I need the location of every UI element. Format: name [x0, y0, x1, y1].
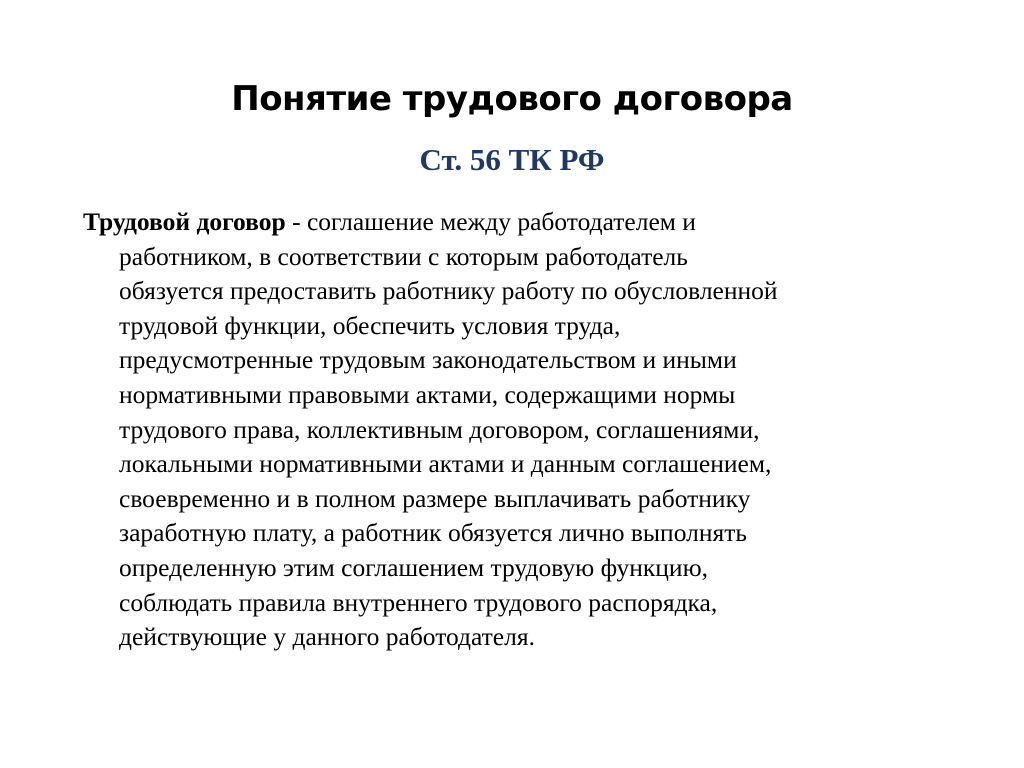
definition-line: трудовой функции, обеспечить условия труда, — [119, 310, 621, 340]
definition-line: определенную этим соглашением трудовую функцию, — [119, 552, 709, 582]
definition-line: предусмотренные трудовым законодательством и иными — [119, 345, 737, 375]
definition-term: Трудовой договор — [83, 207, 286, 236]
definition-line: соблюдать правила внутреннего трудового распорядка, — [119, 587, 718, 617]
definition-line: трудового права, коллективным договором, соглашениями, — [119, 414, 760, 444]
slide-title: Понятие трудового договора — [231, 79, 793, 119]
definition-line: заработную плату, а работник обязуется лично выполнять — [119, 518, 747, 548]
definition-line-text: соглашение между работодателем и — [306, 207, 696, 236]
slide-subtitle: Ст. 56 ТК РФ — [419, 142, 605, 177]
definition-paragraph — [83, 205, 983, 655]
definition-line: своевременно и в полном размере выплачивать работнику — [119, 483, 751, 513]
definition-line: работником, в соответствии с которым работодатель — [119, 241, 688, 271]
definition-separator: - — [285, 207, 307, 236]
definition-line: действующие у данного работодателя. — [119, 622, 535, 652]
definition-line: обязуется предоставить работнику работу по обусловленной — [119, 276, 778, 306]
definition-line-1 — [83, 205, 983, 240]
definition-line: локальными нормативными актами и данным соглашением, — [119, 449, 772, 479]
definition-line: нормативными правовыми актами, содержащими нормы — [119, 379, 736, 409]
